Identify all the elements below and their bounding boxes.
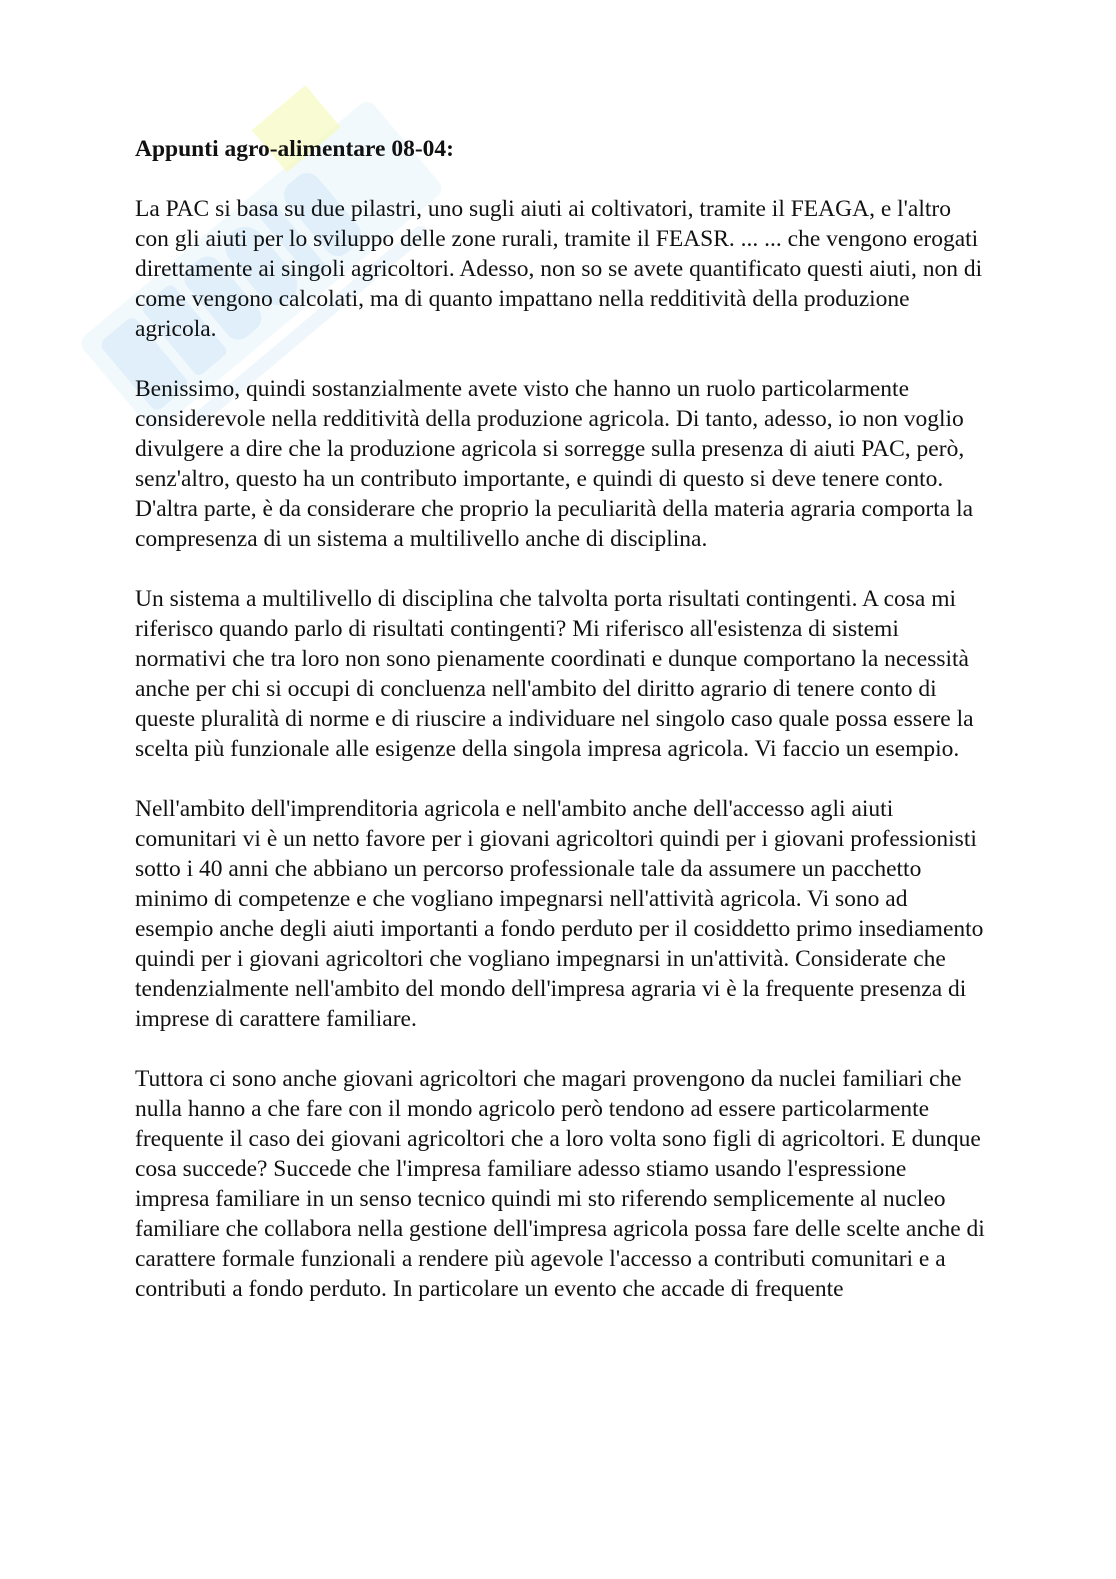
- paragraph-5: Tuttora ci sono anche giovani agricoltori che magari provengono da nuclei familiari che nulla hanno a che fare con il mondo agricolo però tendono ad essere particolarmente frequente il caso dei giovani agricoltori che a loro volta sono figli di agricoltori. E dunque cosa succede? Succede che l'impresa familiare adesso stiamo usando l'espressione impresa familiare in un senso tecnico quindi mi sto riferendo semplicemente al nucleo familiare che collabora nella gestione dell'impresa agricola possa fare delle scelte anche di carattere formale funzionali a rendere più agevole l'accesso a contributi comunitari e a contributi a fondo perduto. In particolare un evento che accade di frequente: [135, 1066, 985, 1302]
- paragraph-2: Benissimo, quindi sostanzialmente avete visto che hanno un ruolo particolarmente considerevole nella redditività della produzione agricola. Di tanto, adesso, io non voglio divulgere a dire che la produzione agricola si sorregge sulla presenza di aiuti PAC, però, senz'altro, questo ha un contributo importante, e quindi di questo si deve tenere conto. D'altra parte, è da considerare che proprio la peculiarità della materia agraria comporta la compresenza di un sistema a multilivello anche di disciplina.: [135, 376, 974, 552]
- paragraph-1: La PAC si basa su due pilastri, uno sugli aiuti ai coltivatori, tramite il FEAGA, e l'altro con gli aiuti per lo sviluppo delle zone rurali, tramite il FEASR. ... ... che vengono erogati direttamente ai singoli agricoltori. Adesso, non so se avete quantificato questi aiuti, non di come vengono calcolati, ma di quanto impattano nella redditività della produzione agricola.: [135, 196, 983, 342]
- paragraph-3: Un sistema a multilivello di disciplina che talvolta porta risultati contingenti. A cosa mi riferisco quando parlo di risultati contingenti? Mi riferisco all'esistenza di sistemi normativi che tra loro non sono pienamente coordinati e dunque comportano la necessità anche per chi si occupi di concluenza nell'ambito del diritto agrario di tenere conto di queste pluralità di norme e di riuscire a individuare nel singolo caso quale possa essere la scelta più funzionale alle esigenze della singola impresa agricola. Vi faccio un esempio.: [135, 586, 974, 762]
- document-page: [135, 134, 985, 1334]
- document-title: Appunti agro-alimentare 08-04:: [135, 136, 454, 162]
- paragraph-4: Nell'ambito dell'imprenditoria agricola e nell'ambito anche dell'accesso agli aiuti comunitari vi è un netto favore per i giovani agricoltori quindi per i giovani professionisti sotto i 40 anni che abbiano un percorso professionale tale da assumere un pacchetto minimo di competenze e che vogliano impegnarsi nell'attività agricola. Vi sono ad esempio anche degli aiuti importanti a fondo perduto per il cosiddetto primo insediamento quindi per i giovani agricoltori che vogliano impegnarsi in un'attività. Considerate che tendenzialmente nell'ambito del mondo dell'impresa agraria vi è la frequente presenza di imprese di carattere familiare.: [135, 796, 984, 1032]
